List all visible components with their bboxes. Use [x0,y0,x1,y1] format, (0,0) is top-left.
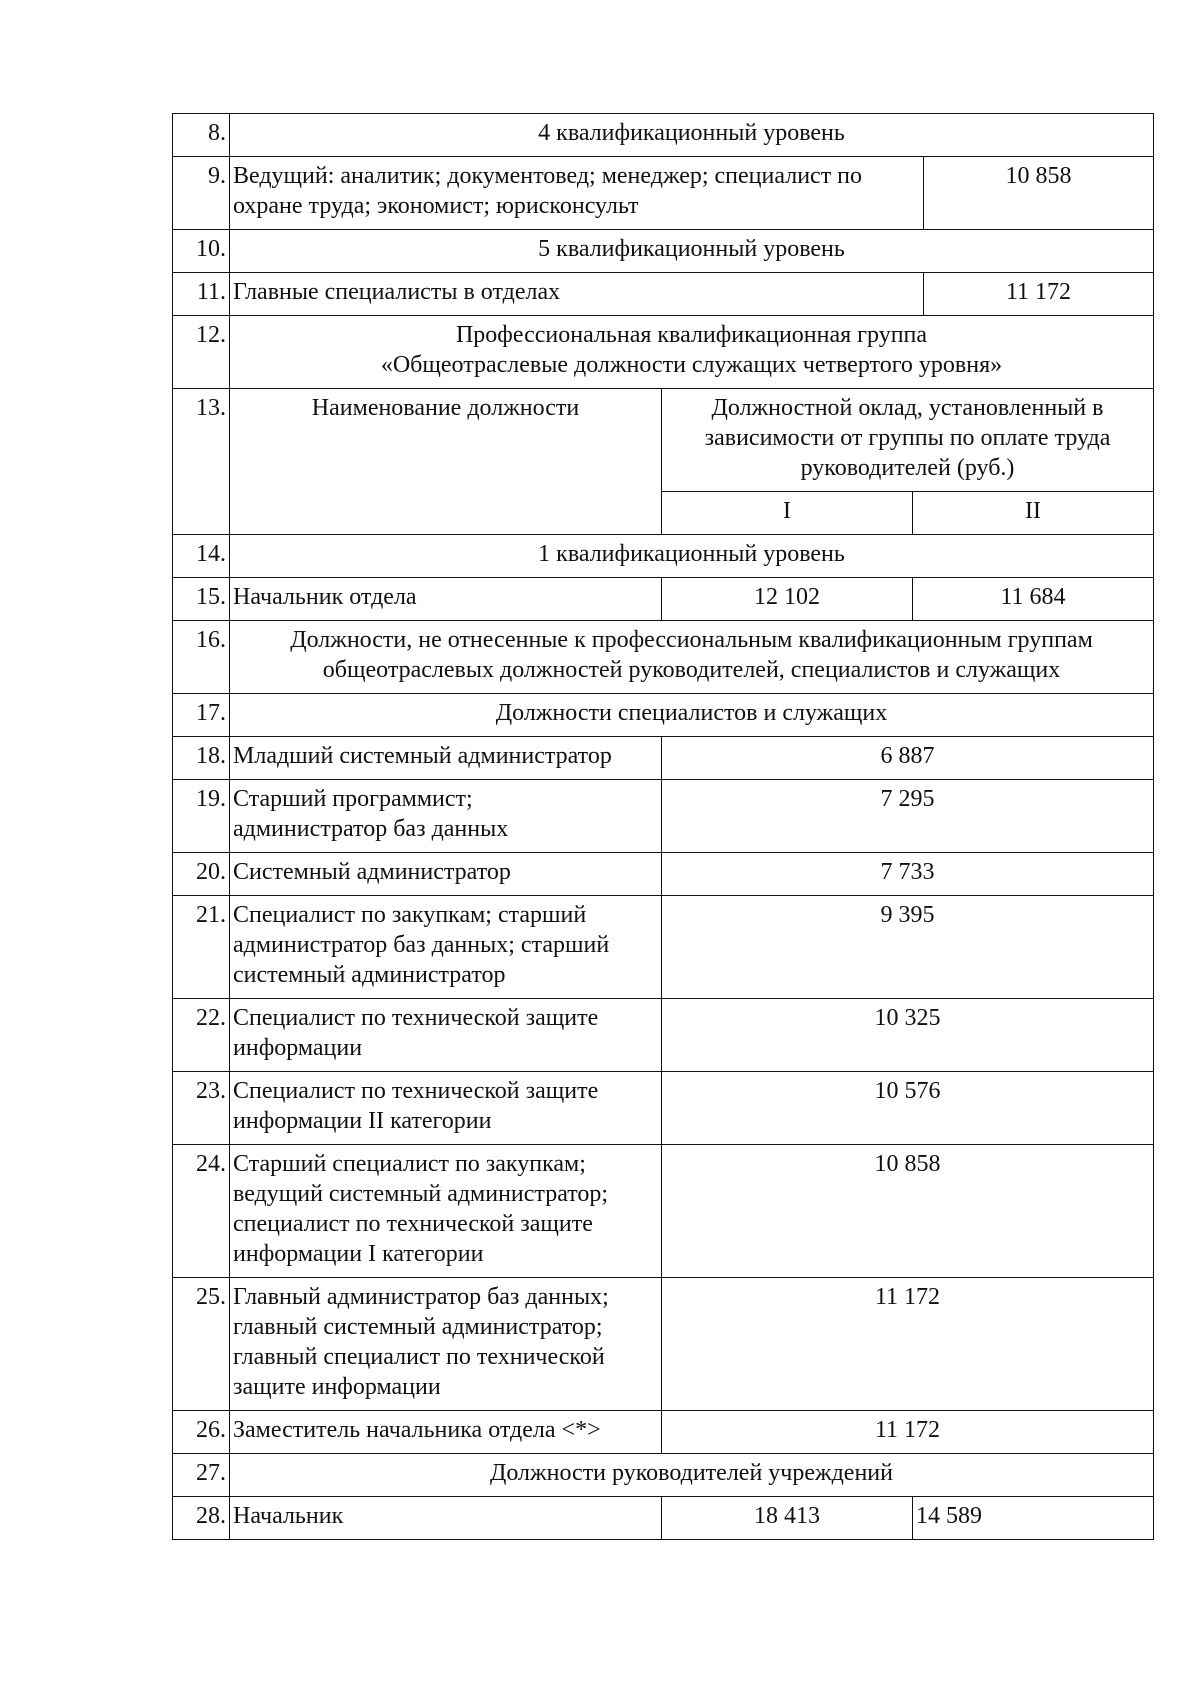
salary-value-group-1: 18 413 [662,1497,913,1540]
row-number: 9. [173,157,230,230]
salary-table [172,113,1154,1540]
position-name: Специалист по закупкам; старший администратор баз данных; старший системный администратор [230,896,662,999]
row-number: 15. [173,578,230,621]
position-name: Начальник отдела [230,578,662,621]
table-row [173,896,1154,999]
position-name [230,780,662,853]
row-number: 27. [173,1454,230,1497]
position-name: Начальник [230,1497,662,1540]
row-number: 13. [173,389,230,535]
row-number: 11. [173,273,230,316]
table-row [173,535,1154,578]
section-heading: Должности, не отнесенные к профессиональным квалификационным группам общеотраслевых должностей руководителей, специалистов и служащих [230,621,1154,694]
row-number: 14. [173,535,230,578]
salary-value: 7 733 [662,853,1154,896]
salary-value: 10 576 [662,1072,1154,1145]
table-row [173,1497,1154,1540]
table-row [173,316,1154,389]
salary-value: 10 858 [924,157,1154,230]
column-header-group-2: II [913,492,1154,535]
row-number: 21. [173,896,230,999]
row-number: 20. [173,853,230,896]
position-name: Старший специалист по закупкам; ведущий системный администратор; специалист по технической защите информации I категории [230,1145,662,1278]
salary-value: 11 172 [924,273,1154,316]
table-row [173,999,1154,1072]
position-name: Ведущий: аналитик; документовед; менеджер; специалист по охране труда; экономист; юрисконсульт [230,157,924,230]
row-number: 10. [173,230,230,273]
row-number: 25. [173,1278,230,1411]
section-heading: Должности руководителей учреждений [230,1454,1154,1497]
table-row [173,1072,1154,1145]
table-row [173,1411,1154,1454]
section-heading: 4 квалификационный уровень [230,114,1154,157]
position-name-line: Старший программист; [233,786,473,812]
position-name: Главный администратор баз данных; главный системный администратор; главный специалист по технической защите информации [230,1278,662,1411]
table-row [173,853,1154,896]
table-row [173,114,1154,157]
position-name: Младший системный администратор [230,737,662,780]
position-name: Системный администратор [230,853,662,896]
row-number: 23. [173,1072,230,1145]
salary-value-group-2: 11 684 [913,578,1154,621]
salary-value: 11 172 [662,1411,1154,1454]
salary-value: 11 172 [662,1278,1154,1411]
group-heading [230,316,1154,389]
row-number: 17. [173,694,230,737]
group-heading-line: Профессиональная квалификационная группа [455,322,928,348]
salary-value: 6 887 [662,737,1154,780]
table-row [173,1145,1154,1278]
row-number: 26. [173,1411,230,1454]
table-row [173,273,1154,316]
table-row [173,157,1154,230]
salary-value-group-1: 12 102 [662,578,913,621]
table-row [173,230,1154,273]
row-number: 8. [173,114,230,157]
row-number: 18. [173,737,230,780]
table-row [173,389,1154,492]
salary-value-group-2: 14 589 [913,1497,1154,1540]
table-row [173,737,1154,780]
salary-value: 9 395 [662,896,1154,999]
table-row [173,1454,1154,1497]
row-number: 16. [173,621,230,694]
row-number: 12. [173,316,230,389]
row-number: 28. [173,1497,230,1540]
position-name-line: администратор баз данных [233,816,509,842]
position-name: Специалист по технической защите информации II категории [230,1072,662,1145]
section-heading: 1 квалификационный уровень [230,535,1154,578]
position-name: Специалист по технической защите информации [230,999,662,1072]
salary-value: 7 295 [662,780,1154,853]
table-row [173,1278,1154,1411]
row-number: 24. [173,1145,230,1278]
column-header-position: Наименование должности [230,389,662,535]
section-heading: Должности специалистов и служащих [230,694,1154,737]
table-row [173,694,1154,737]
row-number: 22. [173,999,230,1072]
row-number: 19. [173,780,230,853]
table-row [173,578,1154,621]
table-row [173,780,1154,853]
column-header-salary: Должностной оклад, установленный в зависимости от группы по оплате труда руководителей (руб.) [662,389,1154,492]
position-name: Главные специалисты в отделах [230,273,924,316]
table-row [173,621,1154,694]
section-heading: 5 квалификационный уровень [230,230,1154,273]
salary-value: 10 325 [662,999,1154,1072]
salary-value: 10 858 [662,1145,1154,1278]
group-heading-line: «Общеотраслевые должности служащих четвертого уровня» [380,352,1003,378]
column-header-group-1: I [662,492,913,535]
position-name: Заместитель начальника отдела <*> [230,1411,662,1454]
